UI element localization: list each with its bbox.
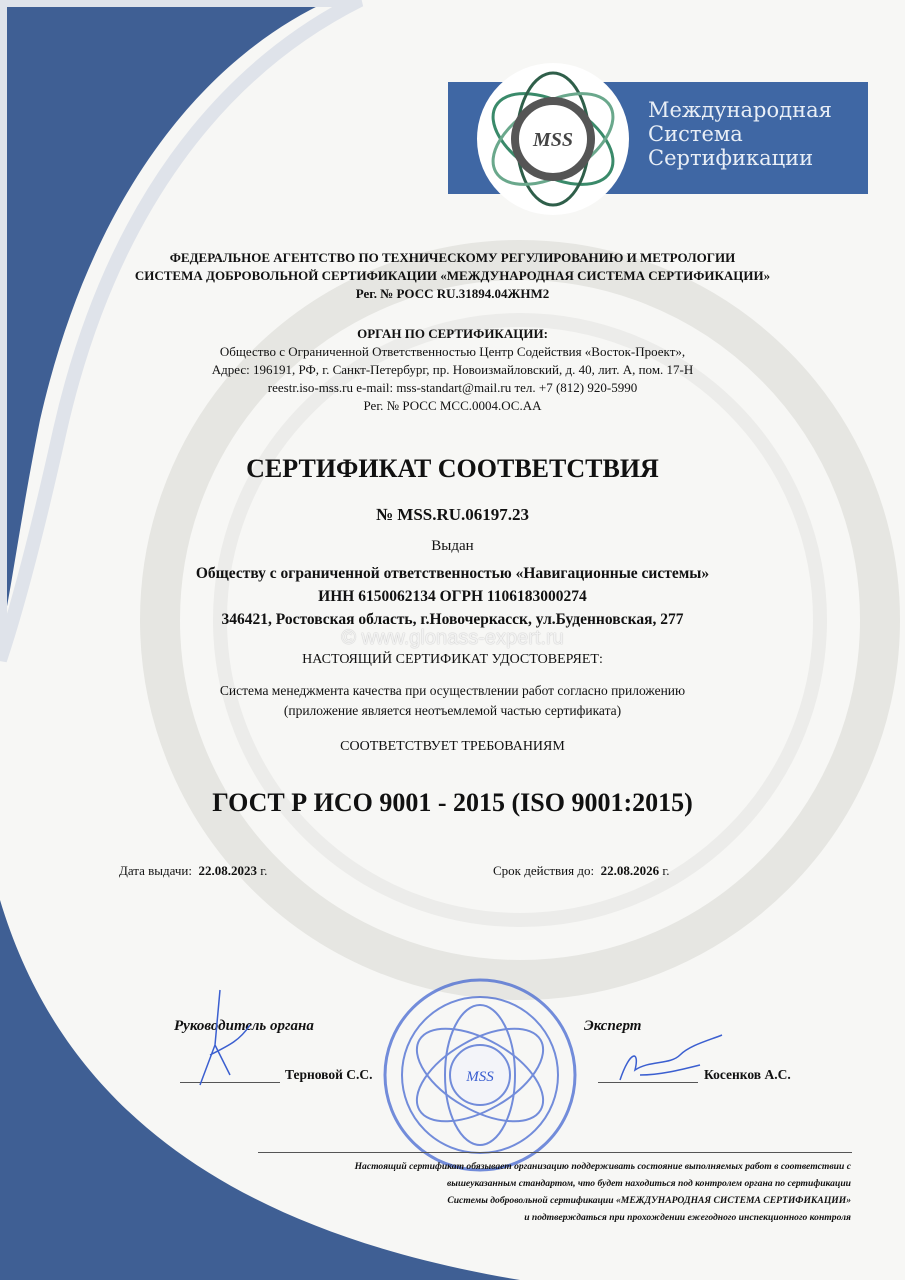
footer-line: и подтверждаться при прохождении ежегодного инспекционного контроля xyxy=(524,1212,851,1223)
logo-name xyxy=(648,98,832,170)
valid-date-suffix: г. xyxy=(662,863,670,878)
holder-name: Обществу с ограниченной ответственностью «Навигационные системы» xyxy=(195,565,710,582)
header-line: ФЕДЕРАЛЬНОЕ АГЕНТСТВО ПО ТЕХНИЧЕСКОМУ РЕГУЛИРОВАНИЮ И МЕТРОЛОГИИ xyxy=(169,250,736,265)
certifies-label: НАСТОЯЩИЙ СЕРТИФИКАТ УДОСТОВЕРЯЕТ: xyxy=(302,652,603,667)
scope-line: Система менеджмента качества при осуществлении работ согласно приложению xyxy=(219,683,686,698)
scope-line: (приложение является неотъемлемой частью сертификата) xyxy=(283,703,622,718)
logo-name-line: Международная xyxy=(648,98,832,122)
holder-ids: ИНН 6150062134 ОГРН 1106183000274 xyxy=(318,588,587,605)
valid-date xyxy=(493,863,669,879)
certificate-number: № MSS.RU.06197.23 xyxy=(375,505,530,524)
stamp-text: MSS xyxy=(466,1069,494,1085)
organ-reg: Рег. № РОСС МСС.0004.ОС.АА xyxy=(363,398,542,413)
expert-label: Эксперт xyxy=(584,1018,642,1034)
valid-date-label: Срок действия до: xyxy=(493,863,595,878)
holder-address: 346421, Ростовская область, г.Новочеркасск, ул.Буденновская, 277 xyxy=(221,611,684,628)
footer-line: Системы добровольной сертификации «МЕЖДУНАРОДНАЯ СИСТЕМА СЕРТИФИКАЦИИ» xyxy=(447,1195,851,1206)
organ-line: Общество с Ограниченной Ответственностью Центр Содействия «Восток-Проект», xyxy=(219,344,686,359)
issue-date-value: 22.08.2023 xyxy=(198,863,258,878)
head-label: Руководитель органа xyxy=(174,1018,314,1034)
certificate-title: СЕРТИФИКАТ СООТВЕТСТВИЯ xyxy=(246,454,659,483)
issued-label: Выдан xyxy=(431,538,474,554)
footer-line: Настоящий сертификат обязывает организацию поддерживать состояние выполняемых работ в соответствии с xyxy=(354,1161,851,1172)
head-signature xyxy=(180,985,260,1095)
organ-contacts: reestr.iso-mss.ru e-mail: mss-standart@mail.ru тел. +7 (812) 920-5990 xyxy=(267,380,638,395)
issue-date-suffix: г. xyxy=(260,863,268,878)
logo-badge: MSS xyxy=(532,129,574,151)
footer-note xyxy=(355,1158,851,1226)
logo-name-line: Сертификации xyxy=(648,146,814,170)
watermark: © www.glonass-expert.ru xyxy=(341,627,564,649)
issue-date-label: Дата выдачи: xyxy=(119,863,193,878)
conforms-label: СООТВЕТСТВУЕТ ТРЕБОВАНИЯМ xyxy=(340,739,565,754)
organ-title: ОРГАН ПО СЕРТИФИКАЦИИ: xyxy=(357,326,548,341)
footer-line: вышеуказанным стандартом, что будет находиться под контролем органа по сертификации xyxy=(447,1178,851,1189)
head-name: Терновой С.С. xyxy=(285,1067,373,1082)
standard: ГОСТ Р ИСО 9001 - 2015 (ISO 9001:2015) xyxy=(212,788,693,817)
valid-date-value: 22.08.2026 xyxy=(600,863,660,878)
logo-name-line: Система xyxy=(648,122,743,146)
stamp xyxy=(380,975,580,1175)
header-line: СИСТЕМА ДОБРОВОЛЬНОЙ СЕРТИФИКАЦИИ «МЕЖДУНАРОДНАЯ СИСТЕМА СЕРТИФИКАЦИИ» xyxy=(134,268,771,283)
expert-name: Косенков А.С. xyxy=(704,1067,791,1082)
issue-date xyxy=(119,863,267,879)
mss-logo xyxy=(476,62,630,216)
organ-line: Адрес: 196191, РФ, г. Санкт-Петербург, пр. Новоизмайловский, д. 40, лит. А, пом. 17-Н xyxy=(211,362,694,377)
header-reg: Рег. № РОСС RU.31894.04ЖНМ2 xyxy=(355,286,550,301)
